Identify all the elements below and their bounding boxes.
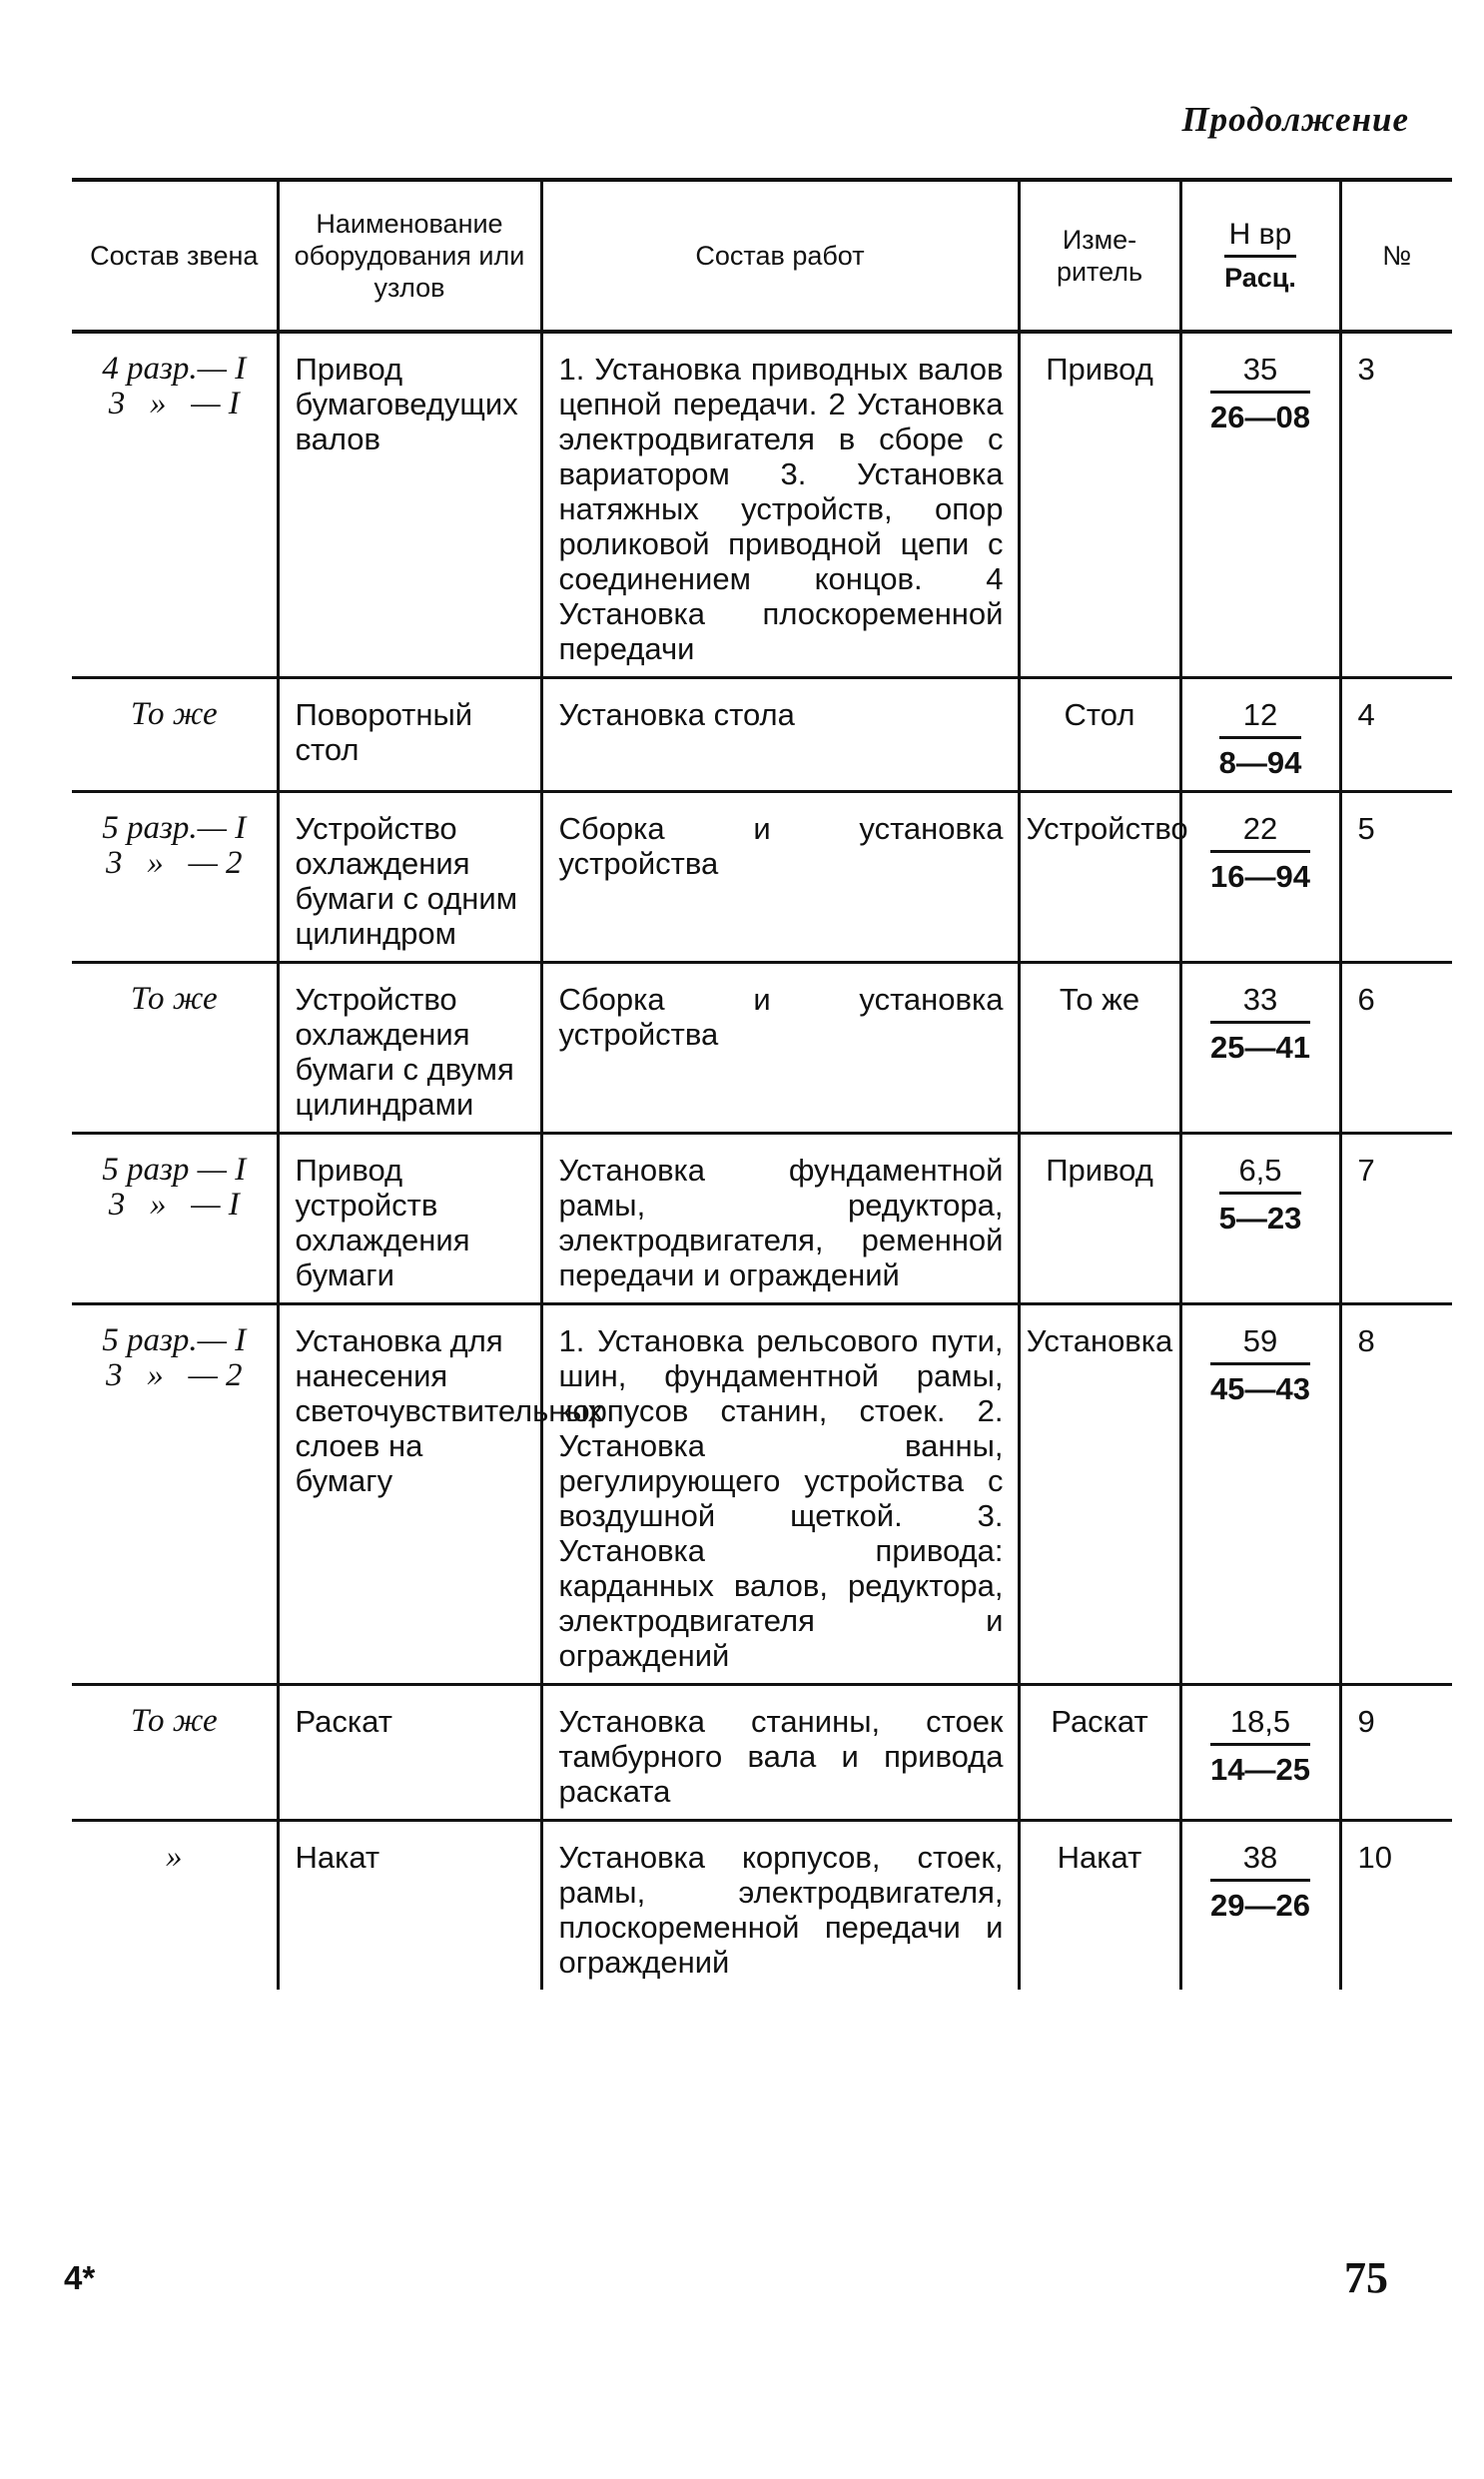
norm-fraction [1210, 811, 1310, 894]
rate: 8—94 [1218, 745, 1302, 780]
header-work: Состав работ [541, 180, 1019, 332]
unit-cell: Устройство [1019, 792, 1180, 963]
row-number: 6 [1340, 963, 1452, 1134]
unit-cell: Привод [1019, 1134, 1180, 1304]
norm-cell [1180, 792, 1340, 963]
rate: 26—08 [1210, 400, 1310, 434]
row-number: 8 [1340, 1304, 1452, 1685]
work-cell: Установка стола [541, 678, 1019, 792]
unit-cell: Стол [1019, 678, 1180, 792]
norm-cell [1180, 1685, 1340, 1821]
table-row [72, 963, 1452, 1134]
norm-fraction [1210, 982, 1310, 1065]
header-rate: Расц. [1224, 262, 1296, 293]
unit-cell: Раскат [1019, 1685, 1180, 1821]
norm-time: 59 [1210, 1323, 1310, 1365]
table-body [72, 332, 1452, 1990]
norm-cell [1180, 332, 1340, 678]
equipment-cell: Накат [278, 1821, 541, 1991]
rate: 14—25 [1210, 1752, 1310, 1787]
row-number: 4 [1340, 678, 1452, 792]
norm-fraction [1210, 1323, 1310, 1406]
work-cell: Установка корпусов, стоек, рамы, электродвигателя, плоскоременной передачи и ограждений [541, 1821, 1019, 1991]
crew-cell: 5 разр.— I 3 » — 2 [72, 1304, 278, 1685]
equipment-cell: Поворотный стол [278, 678, 541, 792]
equipment-cell: Устройство охлаждения бумаги с двумя цилиндрами [278, 963, 541, 1134]
crew-cell: То же [72, 678, 278, 792]
norm-time: 22 [1210, 811, 1310, 853]
norms-table [72, 178, 1452, 1990]
norm-time: 35 [1210, 352, 1310, 394]
norm-cell [1180, 1134, 1340, 1304]
norm-time: 33 [1210, 982, 1310, 1024]
row-number: 7 [1340, 1134, 1452, 1304]
printer-signature: 4* [64, 2259, 96, 2296]
table-row [72, 792, 1452, 963]
table-row [72, 1685, 1452, 1821]
rate: 45—43 [1210, 1371, 1310, 1406]
table-row [72, 678, 1452, 792]
header-norm [1180, 180, 1340, 332]
table-row [72, 1821, 1452, 1991]
continuation-label: Продолжение [1181, 100, 1409, 139]
row-number: 9 [1340, 1685, 1452, 1821]
unit-cell: Установка [1019, 1304, 1180, 1685]
equipment-cell: Привод бумаговедущих валов [278, 332, 541, 678]
rate: 16—94 [1210, 859, 1310, 894]
header-unit: Изме-ритель [1019, 180, 1180, 332]
header-norm-fraction [1224, 219, 1296, 294]
norm-fraction [1210, 352, 1310, 434]
table-row [72, 1304, 1452, 1685]
work-cell: 1. Установка приводных валов цепной передачи. 2 Установка электродвигателя в сборе с вариатором 3. Установка натяжных устройств, опор роликовой приводной цепи с соединением концов. 4 Установка плоскоременной передачи [541, 332, 1019, 678]
equipment-cell: Привод устройств охлаждения бумаги [278, 1134, 541, 1304]
equipment-cell: Устройство охлаждения бумаги с одним цилиндром [278, 792, 541, 963]
equipment-cell: Установка для нанесения светочувствительных слоев на бумагу [278, 1304, 541, 1685]
norm-fraction [1210, 1704, 1310, 1787]
rate: 25—41 [1210, 1030, 1310, 1065]
work-cell: Сборка и установка устройства [541, 963, 1019, 1134]
work-cell: Установка фундаментной рамы, редуктора, электродвигателя, ременной передачи и ограждений [541, 1134, 1019, 1304]
norm-fraction [1219, 697, 1302, 780]
norm-fraction [1210, 1840, 1310, 1923]
work-cell: 1. Установка рельсового пути, шин, фундаментной рамы, корпусов станин, стоек. 2. Установка ванны, регулирующего устройства с воздушной щеткой. 3. Установка привода: карданных валов, редуктора, электродвигателя и ограждений [541, 1304, 1019, 1685]
norm-time: 12 [1219, 697, 1302, 739]
header-norm-time: Н вр [1224, 219, 1296, 258]
norm-time: 18,5 [1210, 1704, 1310, 1746]
crew-cell: 5 разр — I 3 » — I [72, 1134, 278, 1304]
row-number: 5 [1340, 792, 1452, 963]
table-row [72, 1134, 1452, 1304]
unit-cell: Привод [1019, 332, 1180, 678]
unit-cell: Накат [1019, 1821, 1180, 1991]
norm-cell [1180, 963, 1340, 1134]
crew-cell: » [72, 1821, 278, 1991]
crew-cell: 5 разр.— I 3 » — 2 [72, 792, 278, 963]
crew-cell: То же [72, 963, 278, 1134]
norm-time: 38 [1210, 1840, 1310, 1882]
work-cell: Сборка и установка устройства [541, 792, 1019, 963]
norm-fraction [1219, 1153, 1302, 1236]
page-number: 75 [1344, 2253, 1388, 2302]
norm-time: 6,5 [1219, 1153, 1302, 1195]
header-number: № [1340, 180, 1452, 332]
work-cell: Установка станины, стоек тамбурного вала и привода раската [541, 1685, 1019, 1821]
equipment-cell: Раскат [278, 1685, 541, 1821]
table-row [72, 332, 1452, 678]
norm-cell [1180, 1821, 1340, 1991]
rate: 5—23 [1218, 1201, 1302, 1236]
row-number: 10 [1340, 1821, 1452, 1991]
crew-cell: То же [72, 1685, 278, 1821]
unit-cell: То же [1019, 963, 1180, 1134]
norm-cell [1180, 1304, 1340, 1685]
header-equipment: Наименование оборудования или узлов [278, 180, 541, 332]
row-number: 3 [1340, 332, 1452, 678]
header-crew: Состав звена [72, 180, 278, 332]
norm-cell [1180, 678, 1340, 792]
crew-cell: 4 разр.— I 3 » — I [72, 332, 278, 678]
table-header [72, 180, 1452, 332]
rate: 29—26 [1210, 1888, 1310, 1923]
